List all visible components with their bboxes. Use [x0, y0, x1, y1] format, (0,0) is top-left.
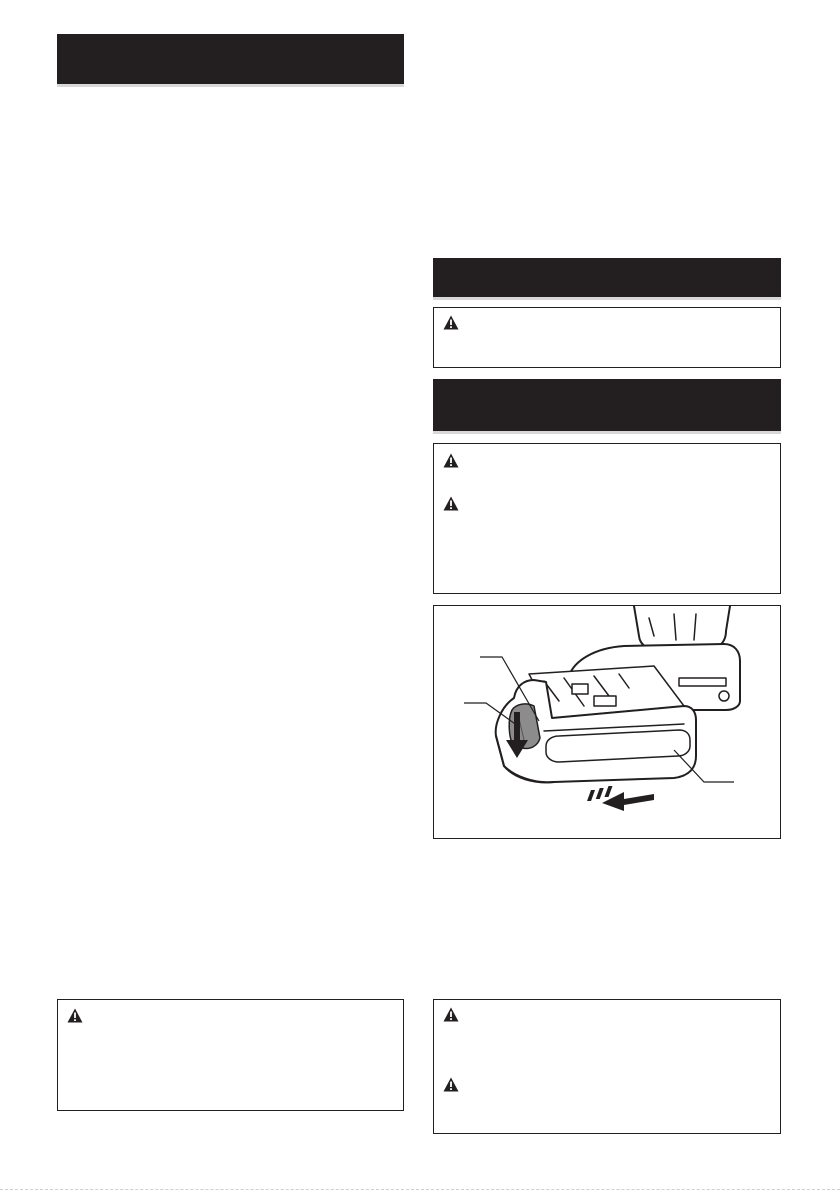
page-bottom-edge	[0, 1189, 840, 1193]
caution-box-2	[433, 443, 781, 594]
battery-removal-figure	[433, 605, 781, 839]
warning-triangle-icon	[67, 1008, 83, 1023]
caution-box-left-bottom	[57, 999, 404, 1111]
warning-triangle-icon	[443, 315, 459, 330]
right-section-header-bar-2	[433, 379, 781, 434]
right-section-header-bar-1	[433, 258, 781, 300]
warning-triangle-icon	[443, 1007, 459, 1022]
battery-removal-illustration	[434, 606, 779, 837]
left-section-header-bar	[57, 34, 404, 87]
warning-triangle-icon	[443, 496, 459, 511]
warning-triangle-icon	[443, 1077, 459, 1092]
warning-triangle-icon	[443, 453, 459, 468]
caution-box-right-bottom	[433, 999, 781, 1134]
caution-box-1	[433, 307, 781, 368]
